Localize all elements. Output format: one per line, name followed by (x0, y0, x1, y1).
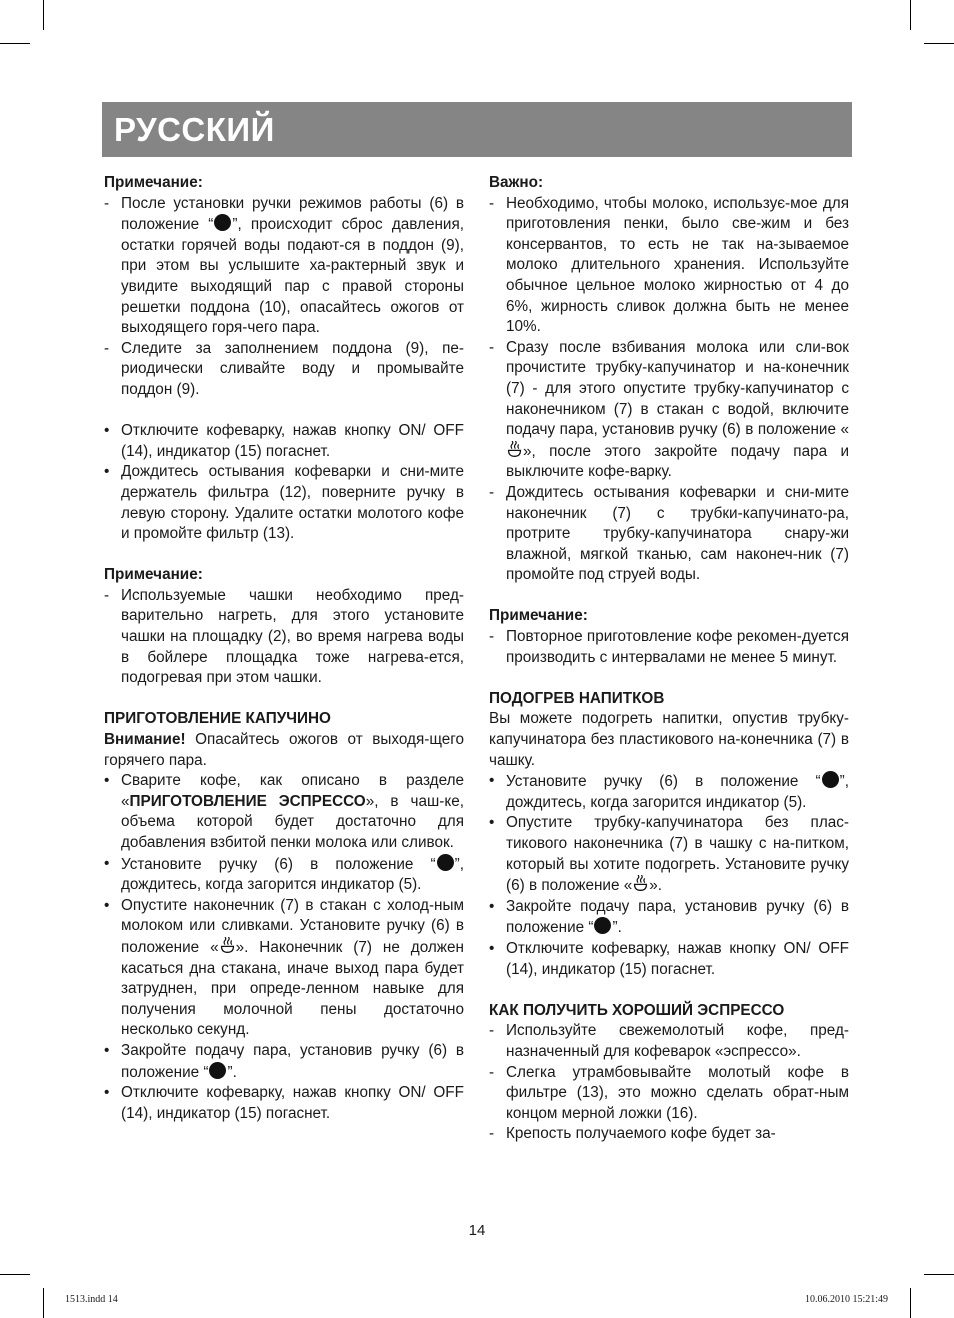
list-marker: • (489, 772, 495, 790)
list-marker: • (104, 896, 110, 914)
list-marker: - (489, 1125, 495, 1143)
list-item (489, 1021, 849, 1062)
list-item (104, 421, 464, 462)
text-run: ”. (227, 1063, 237, 1081)
text-run: Примечание: (489, 607, 588, 625)
spacer (489, 980, 849, 1001)
text-run: Сразу после взбивания молока или сли-вок прочистите трубку-капучинатор и на-конечник (7) - для этого опустите трубку-капучинатор с наконечником (7) в стакан с водой, включите подачу пара, установив ручку (6) в положение « (506, 338, 849, 439)
text-run: Опасайтесь ожогов от выходя-щего горячего пара. (104, 731, 464, 769)
text-run: Установите ручку (6) в положение “ (506, 773, 821, 791)
text-run: КАК ПОЛУЧИТЬ ХОРОШИЙ ЭСПРЕССО (489, 1001, 785, 1019)
text-run: ”, происходит сброс давления, остатки горячей воды подают-ся в поддон (9), при этом вы услышите ха-рактерный звук и увидите выходящий пар с правой стороны решетки поддона (10), опасайтесь ожогов от выходящего горя-чего пара. (121, 216, 464, 337)
spacer (104, 689, 464, 710)
text-run: », после этого закройте подачу пара и выключите кофе-варку. (506, 442, 849, 481)
text-run: Опустите наконечник (7) в стакан с холод-ным молоком или сливками. Установите ручку (6) в положение « (121, 896, 464, 956)
paragraph (489, 709, 849, 771)
crop-mark (43, 1288, 44, 1318)
text-run: Дождитесь остывания кофеварки и сни-мите держатель фильтра (12), поверните ручку в левую сторону. Удалите остатки молотого кофе и промойте фильтр (13). (121, 463, 464, 543)
list-item (104, 586, 464, 689)
footer-file-info: 1513.indd 14 (65, 1294, 118, 1305)
list-item (104, 462, 464, 544)
list-item (104, 194, 464, 339)
list-marker: - (489, 1022, 495, 1040)
list-item (489, 897, 849, 939)
text-run: Крепость получаемого кофе будет за- (506, 1125, 776, 1143)
list-marker: • (104, 1084, 110, 1102)
list-marker: - (104, 586, 110, 604)
steam-icon (506, 441, 523, 458)
list-item (104, 1041, 464, 1083)
text-run: Сварите кофе, как описано в разделе « (121, 772, 464, 810)
list-item (489, 1124, 849, 1145)
text-run: ПРИГОТОВЛЕНИЕ КАПУЧИНО (104, 710, 331, 728)
filled-circle-icon (209, 1062, 226, 1079)
crop-mark (43, 0, 44, 30)
spacer (489, 668, 849, 689)
bold-text: ПРИГОТОВЛЕНИЕ ЭСПРЕССО (129, 792, 366, 810)
section-heading (489, 1001, 849, 1022)
text-run: ”, дождитесь, когда загорится индикатор (5). (506, 773, 849, 811)
text-run: ”, дождитесь, когда загорится индикатор (5). (121, 855, 464, 894)
list-item (489, 627, 849, 668)
list-item (104, 896, 464, 1041)
list-item (104, 1083, 464, 1124)
text-run: Отключите кофеварку, нажав кнопку ON/ OFF (14), индикатор (15) погаснет. (506, 939, 849, 978)
text-run: Примечание: (104, 174, 203, 191)
page-title: РУССКИЙ (114, 111, 275, 148)
list-item (104, 854, 464, 896)
list-marker: - (489, 338, 495, 356)
text-run: Важно: (489, 174, 544, 191)
section-heading (104, 173, 464, 194)
left-column (104, 173, 464, 1124)
paragraph (104, 730, 464, 771)
list-marker: • (489, 814, 495, 832)
filled-circle-icon (822, 771, 839, 788)
section-heading (489, 689, 849, 710)
crop-mark (0, 1274, 30, 1275)
crop-mark (910, 0, 911, 30)
text-run: Слегка утрамбовывайте молотый кофе в фильтре (13), это можно сделать обрат-ным концом мерной ложки (16). (506, 1063, 849, 1122)
list-marker: • (104, 772, 110, 790)
crop-mark (910, 1288, 911, 1318)
page-number: 14 (468, 1222, 486, 1239)
list-marker: - (489, 1063, 495, 1081)
text-run: Следите за заполнением поддона (9), пе-риодически сливайте воду и промывайте поддон (9). (121, 339, 464, 398)
spacer (104, 401, 464, 422)
spacer (104, 545, 464, 566)
text-run: Вы можете подогреть напитки, опустив трубку-капучинатора без пластикового на-конечника (7) в чашку. (489, 710, 849, 769)
list-item (489, 939, 849, 980)
list-item (489, 771, 849, 813)
list-item (489, 483, 849, 586)
text-run: ПОДОГРЕВ НАПИТКОВ (489, 689, 665, 707)
list-marker: • (104, 422, 110, 440)
filled-circle-icon (214, 214, 231, 231)
text-run: Отключите кофеварку, нажав кнопку ON/ OFF (14), индикатор (15) погаснет. (121, 422, 464, 460)
list-item (489, 194, 849, 338)
list-item (489, 338, 849, 483)
footer-timestamp: 10.06.2010 15:21:49 (804, 1294, 888, 1305)
list-item (104, 339, 464, 401)
section-heading (104, 709, 464, 730)
list-marker: • (489, 939, 495, 957)
list-marker: - (489, 483, 495, 501)
text-run: ”. (612, 919, 622, 937)
text-run: Используйте свежемолотый кофе, пред-назначенный для кофеварок «эспрессо». (506, 1022, 849, 1060)
text-run: ». (649, 877, 662, 895)
text-run: », в чаш-ке, объема которой будет достаточно для добавления взбитой пенки молока или сливок. (121, 792, 464, 851)
list-marker: - (489, 628, 495, 646)
section-heading (489, 173, 849, 194)
list-marker: • (104, 463, 110, 481)
text-run: Необходимо, чтобы молоко, использує-мое для приготовления пенки, было све-жим и без консервантов, то есть не так на-зываемое молоко длительного хранения. Используйте обычное цельное молоко жирностью от 4 до 6%, жирность сливок должна быть не менее 10%. (506, 194, 849, 336)
language-header-bar (102, 102, 852, 157)
section-heading (104, 565, 464, 586)
section-heading (489, 606, 849, 627)
list-marker: - (104, 194, 110, 212)
list-item (104, 771, 464, 853)
text-run: ». Наконечник (7) не должен касаться дна стакана, иначе выход пара будет затруднен, при опреде-ленном навыке для получения молочной пены достаточно несколько секунд. (121, 938, 464, 1039)
filled-circle-icon (594, 917, 611, 934)
bold-text: Внимание! (104, 731, 186, 749)
text-run: Установите ручку (6) в положение “ (121, 855, 436, 873)
list-marker: • (489, 897, 495, 915)
text-run: Закройте подачу пара, установив ручку (6) в положение “ (121, 1041, 464, 1081)
text-run: Дождитесь остывания кофеварки и сни-мите наконечник (7) с трубки-капучинато-ра, протрите трубку-капучинатора снару-жи влажной, мягкой тканью, сам наконеч-ник (7) промойте под струей воды. (506, 483, 849, 584)
text-run: Примечание: (104, 566, 203, 584)
text-run: Закройте подачу пара, установив ручку (6) в положение “ (506, 897, 849, 937)
right-column (489, 173, 849, 1145)
crop-mark (924, 1274, 954, 1275)
text-run: После установки ручки режимов работы (6) в положение “ (121, 194, 464, 234)
spacer (489, 586, 849, 607)
crop-mark (924, 43, 954, 44)
list-marker: • (104, 1041, 110, 1059)
list-item (489, 1063, 849, 1125)
filled-circle-icon (437, 854, 454, 871)
list-marker: • (104, 854, 110, 872)
text-run: Повторное приготовление кофе рекомен-дуется производить с интервалами не менее 5 минут. (506, 628, 849, 666)
text-run: Отключите кофеварку, нажав кнопку ON/ OFF (14), индикатор (15) погаснет. (121, 1084, 464, 1122)
crop-mark (0, 43, 30, 44)
list-marker: - (489, 194, 495, 212)
text-run: Используемые чашки необходимо пред-варительно нагреть, для этого установите чашки на площадку (2), во время нагрева воды в бойлере площадка тоже нагрева-ется, подогревая при этом чашки. (121, 586, 464, 687)
text-run: Опустите трубку-капучинатора без плас-тикового наконечника (7) в чашку с на-питком, который вы хотите подогреть. Установите ручку (6) в положение « (506, 814, 849, 895)
list-item (489, 813, 849, 896)
steam-icon (219, 937, 236, 954)
list-marker: - (104, 339, 110, 357)
steam-icon (632, 875, 649, 892)
